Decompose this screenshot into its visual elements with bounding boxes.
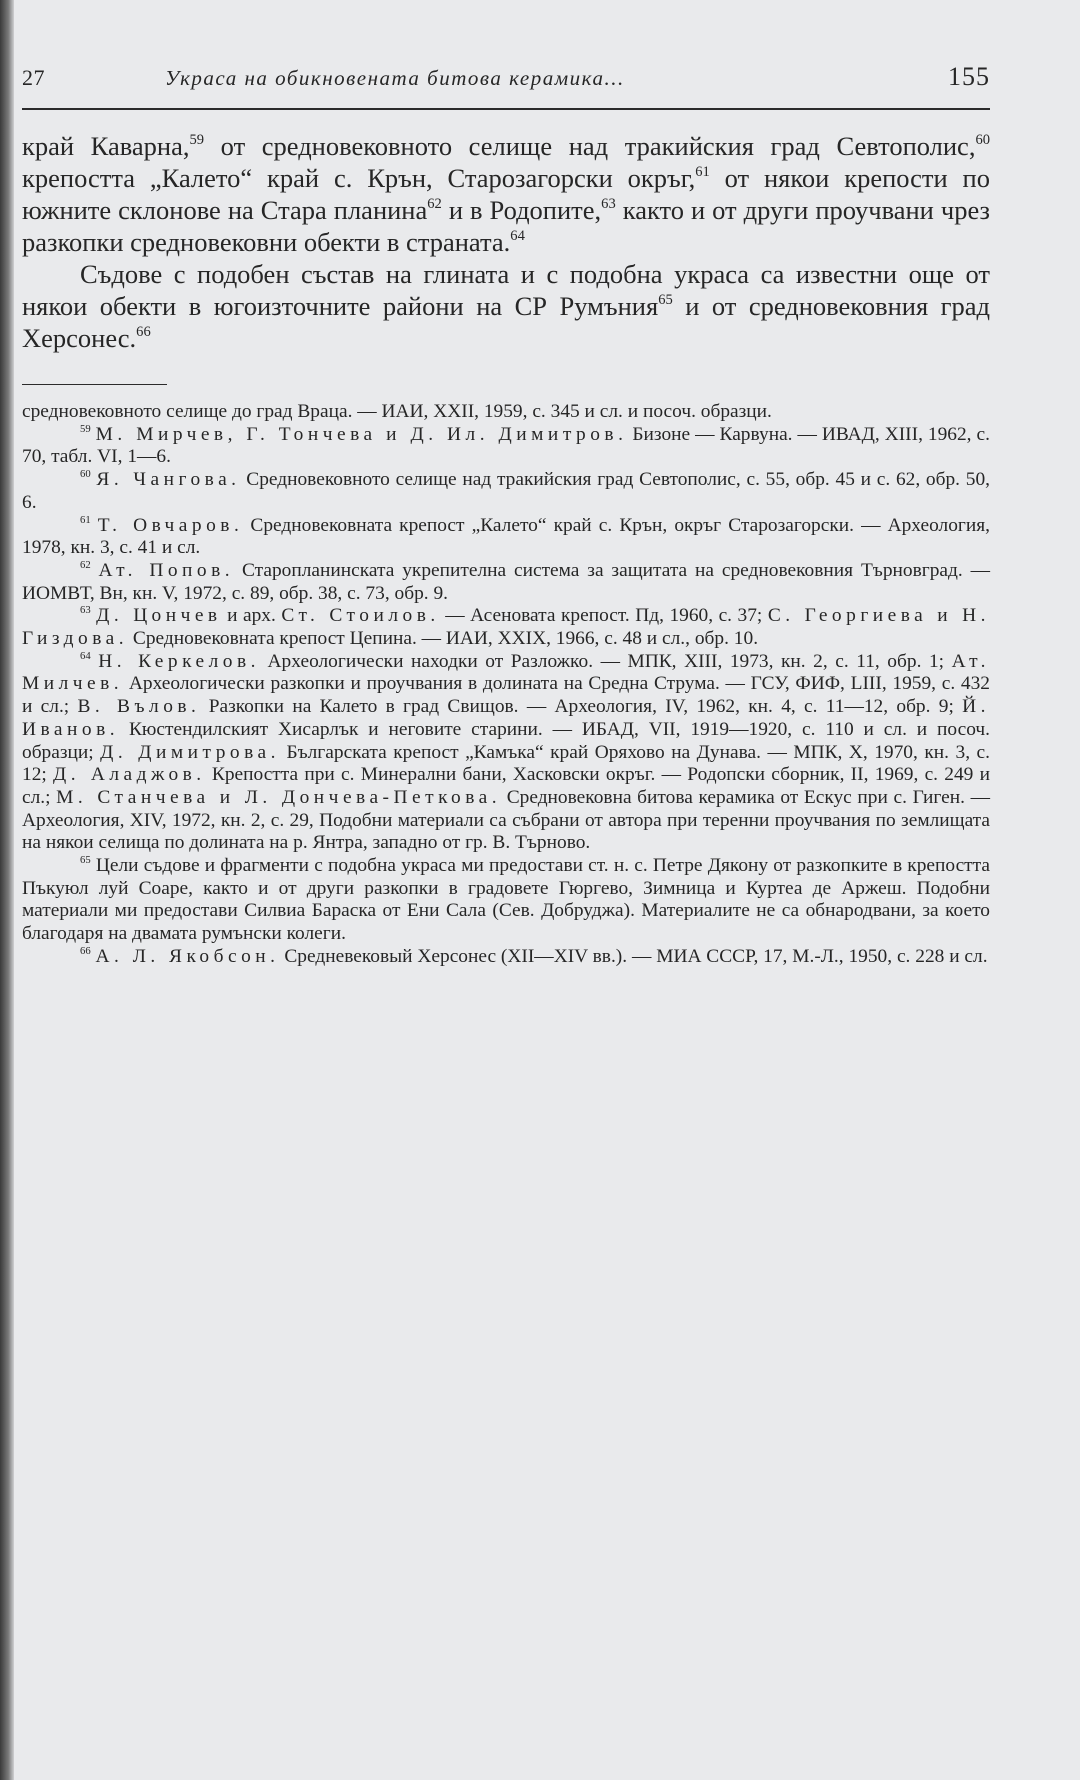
footnote-number: 65 [80, 854, 91, 867]
footnote-author: А. Л. Якобсон. [95, 945, 280, 967]
footnote-63 [22, 605, 990, 650]
footnote-text: Разкопки на Калето в град Свищов. — Археология, IV, 1962, кн. 4, с. 11—12, обр. 9; [200, 696, 963, 718]
running-title: Украса на обикновената битова керамика... [165, 66, 625, 90]
footnote-author: Ат. Милчев. [22, 650, 990, 695]
paragraph-1 [22, 130, 990, 258]
footnote-60 [22, 469, 990, 514]
footnote-text: Бизоне — Карвуна. — ИВАД, XIII, 1962, с. 70, табл. VI, 1—6. [22, 423, 990, 468]
footnote-text: Средновековното селище над тракийския град Севтополис, с. 55, обр. 45 и с. 62, обр. 50, 6. [22, 469, 990, 513]
footnote-number: 59 [80, 422, 91, 435]
footnote-author: Ст. Стоилов. [281, 605, 440, 627]
footnote-text: Средновековната крепост Цепина. — ИАИ, XXIX, 1966, с. 48 и сл., обр. 10. [128, 628, 759, 650]
footnote-text: Българската крепост „Камъка“ край Оряхово на Дунава. — МПК, X, 1970, кн. 3, с. 12; [22, 741, 990, 786]
footnote-text: Цели съдове и фрагменти с подобна украса ми предостави ст. н. с. Петре Дякону от разкопките в крепостта Пъкуюл луй Соаре, както и от други разкопки в градовете Гюргево, Зимница и Куртеа де Аржеш. Подобни материали ми предостави Силвиа Бараска от Ени Сала (Сев. Добруджа). Материалите не са обнародвани, за което благодаря на двамата румънски колеги. [22, 855, 990, 945]
paragraph-2 [22, 258, 990, 354]
footnote-64 [22, 651, 990, 855]
footnote-ref-59[interactable]: 59 [189, 132, 205, 149]
text-run: и от средновековния град Херсонес. [22, 291, 990, 353]
footnote-text: Средновековната крепост „Калето“ край с. Крън, окръг Старозагорски. — Археология, 1978, кн. 3, с. 41 и сл. [22, 514, 990, 559]
text-run: крепостта „Калето“ край с. Крън, Старозагорски окръг, [22, 163, 696, 193]
footnote-text: — Асеновата крепост. Пд, 1960, с. 37; [439, 605, 768, 627]
footnote-number: 61 [80, 513, 91, 526]
book-page [22, 62, 990, 969]
footnote-61 [22, 515, 990, 560]
footnote-ref-60[interactable]: 60 [975, 132, 991, 149]
footnote-author: Н. Керкелов. [98, 650, 261, 672]
footnote-author: Й. Иванов. [22, 696, 991, 740]
footnote-ref-63[interactable]: 63 [601, 196, 616, 213]
page-number: 155 [948, 62, 990, 91]
footnote-text: и арх. [221, 605, 282, 627]
footnote-number: 60 [80, 468, 91, 481]
text-run: край Каварна, [22, 131, 190, 161]
footnote-author: Т. Овчаров. [97, 514, 244, 536]
footnote-66 [22, 946, 990, 969]
footnote-ref-66[interactable]: 66 [136, 324, 151, 341]
footnote-text: Крепостта при с. Минерални бани, Хасковски окръг. — Родопски сборник, II, 1969, с. 249 и сл.; [22, 764, 991, 808]
footnote-author: Я. Чангова. [96, 469, 241, 491]
footnote-number: 63 [80, 604, 91, 617]
footnote-number: 62 [80, 558, 91, 571]
main-text [22, 130, 990, 354]
footnote-59 [22, 424, 990, 469]
footnote-continued: средновековното селище до град Враца. — ИАИ, XXII, 1959, с. 345 и сл. и посоч. образци. [22, 401, 772, 422]
footnote-author: В. Вълов. [77, 696, 201, 718]
book-binding-edge [0, 0, 14, 1780]
footnote-text: Кюстендилският Хисарлък и неговите старини. — ИБАД, VII, 1919—1920, с. 110 и сл. и посоч. образци; [22, 718, 990, 763]
header-left-number: 27 [22, 65, 45, 90]
footnote-text: Средневековый Херсонес (XII—XIV вв.). — МИА СССР, 17, М.-Л., 1950, с. 228 и сл. [279, 945, 988, 967]
footnote-number: 66 [80, 944, 91, 957]
footnote-author: М. Станчева и Л. Дончева-Петкова. [56, 786, 502, 808]
footnote-text: Археологически находки от Разложко. — МПК, XIII, 1973, кн. 2, с. 11, обр. 1; [260, 650, 952, 672]
footnote-ref-62[interactable]: 62 [427, 196, 442, 213]
text-run: както и от други проучвани чрез разкопки средновековни обекти в страната. [22, 195, 990, 257]
text-run: Съдове с подобен състав на глината и с подобна украса са известни още от някои обекти в югоизточните райони на СР Румъния [22, 259, 990, 321]
footnote-number: 64 [80, 649, 91, 662]
footnote-62 [22, 560, 990, 605]
running-header [22, 62, 990, 110]
text-run: и в Родопите, [441, 195, 602, 225]
footnote-ref-61[interactable]: 61 [695, 164, 710, 181]
footnote-author: Д. Аладжов. [53, 764, 206, 786]
footnote-ref-65[interactable]: 65 [658, 292, 673, 309]
footnote-author: Д. Димитрова. [100, 741, 280, 763]
footnote-65 [22, 855, 990, 946]
text-run: от някои крепости по южните склонове на Стара планина [22, 163, 990, 225]
footnote-author: Д. Цончев [96, 605, 222, 627]
footnote-text: Средновековна битова керамика от Ескус при с. Гиген. — Археология, XIV, 1972, кн. 2, с. 29, Подобни материали са събрани от автора при теренни проучвания по землищата на някои селища по долината на р. Янтра, западно от гр. В. Търново. [22, 786, 990, 854]
footnote-author: Ат. Попов. [98, 559, 235, 581]
footnote-separator [22, 384, 167, 385]
footnote-author: С. Георгиева и Н. Гиздова. [22, 605, 990, 650]
footnote-text: Археологически разкопки и проучвания в долината на Средна Струма. — ГСУ, ФИФ, LIII, 1959, с. 432 и сл.; [22, 673, 990, 718]
text-run: от средновековното селище над тракийския град Севтополис, [204, 131, 976, 161]
footnote-ref-64[interactable]: 64 [510, 228, 525, 245]
footnote-text: Старопланинската укрепителна система за защитата на средновековния Търновград. — ИОМВТ, Вн, кн. V, 1972, с. 89, обр. 38, с. 73, обр. 9. [22, 559, 990, 604]
footnote-author: М. Мирчев, Г. Тончева и Д. Ил. Димитров. [95, 423, 628, 445]
footnotes [22, 401, 990, 969]
